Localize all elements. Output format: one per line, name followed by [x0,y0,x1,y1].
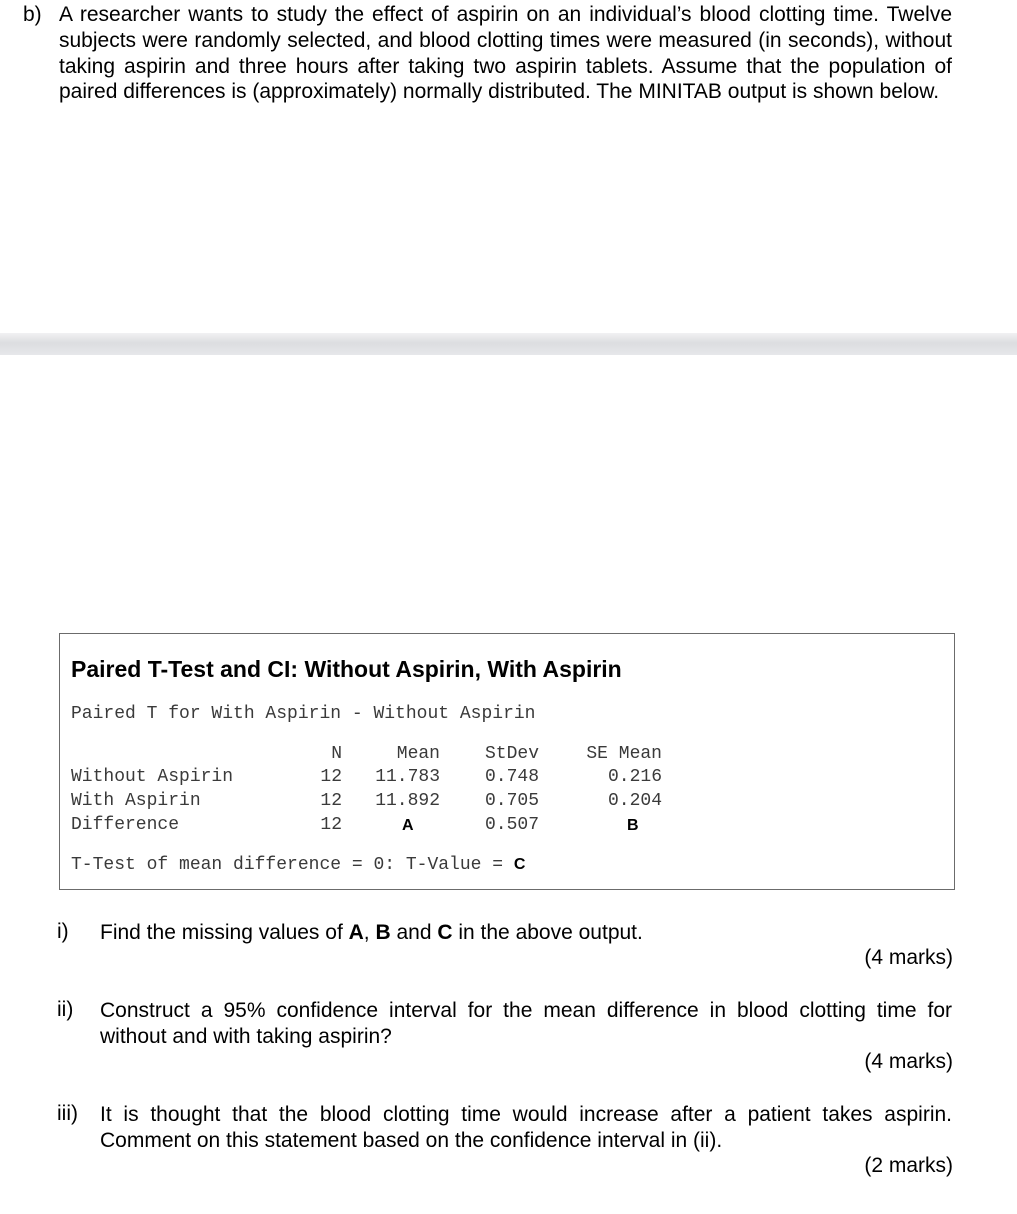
part-iii-text: It is thought that the blood clotting time would increase after a patient takes aspirin. Comment on this statement based on the confidence interval in (ii). [100,1103,952,1152]
part-i-marks: (4 marks) [864,946,953,969]
cell-stdev: 0.507 [484,815,539,835]
part-i-number: i) [57,920,69,943]
part-i-text-start: Find the missing values of [100,921,349,944]
cell-mean: 11.783 [375,767,440,787]
minitab-subtitle: Paired T for With Aspirin - Without Aspirin [71,704,536,724]
cell-n: 12 [320,767,342,787]
part-i-sep: and [390,921,438,944]
col-header-se-mean: SE Mean [586,744,662,764]
cell-se-mean: 0.204 [607,791,662,811]
ttest-line [71,855,525,875]
row-label-without: Without Aspirin [71,767,234,787]
question-label: b) [23,3,42,26]
part-iii-marks: (2 marks) [864,1154,953,1177]
minitab-title: Paired T-Test and CI: Without Aspirin, With Aspirin [71,656,622,682]
col-header-n: N [331,744,342,764]
question-intro: A researcher wants to study the effect of aspirin on an individual’s blood clotting time. Twelve subjects were randomly selected, and blood clotting times were measured (in seconds), without taking aspirin and three hours after taking two aspirin tablets. Assume that the population of paired differences is (approximately) normally distributed. The MINITAB output is shown below. [59,3,952,104]
missing-value-b: B [627,817,639,834]
part-i-letter-c: C [437,921,453,944]
part-i-text-end: in the above output. [452,921,643,944]
missing-value-a: A [402,817,414,834]
part-i-text [100,920,952,946]
part-i-letter-a: A [348,921,364,944]
cell-n: 12 [320,791,342,811]
minitab-output-box [59,633,955,890]
cell-se-mean: 0.216 [607,767,662,787]
col-header-stdev: StDev [484,744,539,764]
ttest-text: T-Test of mean difference = 0: T-Value = [71,855,514,875]
part-ii-text: Construct a 95% confidence interval for the mean difference in blood clotting time for without and with taking aspirin? [100,999,952,1048]
row-label-with: With Aspirin [71,791,201,811]
page-divider [0,333,1017,355]
part-i-sep: , [363,921,376,944]
missing-value-c: C [513,856,526,873]
cell-stdev: 0.748 [484,767,539,787]
cell-mean: 11.892 [375,791,440,811]
part-ii-number: ii) [57,998,74,1021]
part-ii-marks: (4 marks) [864,1050,953,1073]
row-label-difference: Difference [71,815,180,835]
cell-n: 12 [320,815,342,835]
part-i-letter-b: B [375,921,391,944]
cell-stdev: 0.705 [484,791,539,811]
col-header-mean: Mean [396,744,440,764]
part-iii-number: iii) [57,1102,78,1125]
